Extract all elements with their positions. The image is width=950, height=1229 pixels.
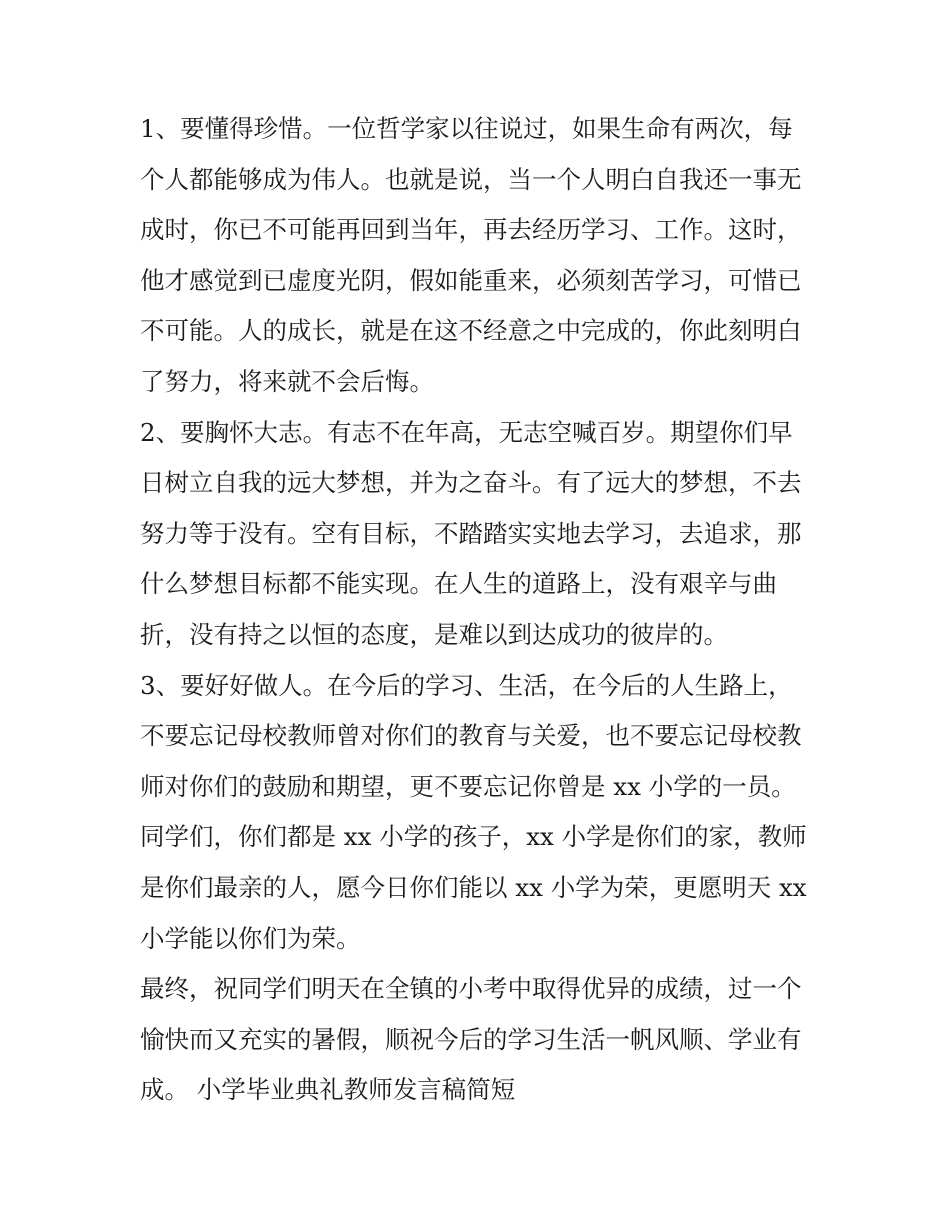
text-line: 了努力，将来就不会后悔。 (140, 366, 434, 396)
document-body (140, 104, 820, 1116)
text-line: 1、要懂得珍惜。一位哲学家以往说过，如果生命有两次，每 (140, 114, 793, 143)
text-line: 折，没有持之以恒的态度，是难以到达成功的彼岸的。 (140, 619, 728, 649)
text-line: 最终，祝同学们明天在全镇的小考中取得优异的成绩，过一个 (140, 974, 802, 1004)
text-line: 不要忘记母校教师曾对你们的教育与关爱，也不要忘记母校教 (140, 721, 802, 751)
text-line: 师对你们的鼓励和期望，更不要忘记你曾是 xx 小学的一员。 (140, 771, 796, 801)
text-line: 个人都能够成为伟人。也就是说，当一个人明白自我还一事无 (140, 164, 802, 194)
text-line: 什么梦想目标都不能实现。在人生的道路上，没有艰辛与曲 (140, 569, 777, 599)
text-line: 是你们最亲的人，愿今日你们能以 xx 小学为荣，更愿明天 xx (140, 872, 807, 902)
text-line: 成。 小学毕业典礼教师发言稿简短 (140, 1075, 516, 1105)
text-line: 3、要好好做人。在今后的学习、生活，在今后的人生路上， (140, 670, 793, 700)
text-line: 不可能。人的成长，就是在这不经意之中完成的，你此刻明白 (140, 316, 802, 346)
text-line: 愉快而又充实的暑假，顺祝今后的学习生活一帆风顺、学业有 (140, 1024, 802, 1054)
text-line: 2、要胸怀大志。有志不在年高，无志空喊百岁。期望你们早 (140, 417, 793, 447)
text-line: 小学能以你们为荣。 (140, 923, 361, 953)
text-line: 成时，你已不可能再回到当年，再去经历学习、工作。这时， (140, 215, 802, 245)
text-line: 努力等于没有。空有目标，不踏踏实实地去学习，去追求，那 (140, 518, 802, 548)
text-line: 日树立自我的远大梦想，并为之奋斗。有了远大的梦想，不去 (140, 468, 802, 498)
text-line: 他才感觉到已虚度光阴，假如能重来，必须刻苦学习，可惜已 (140, 265, 802, 295)
text-line: 同学们，你们都是 xx 小学的孩子，xx 小学是你们的家，教师 (140, 822, 807, 852)
